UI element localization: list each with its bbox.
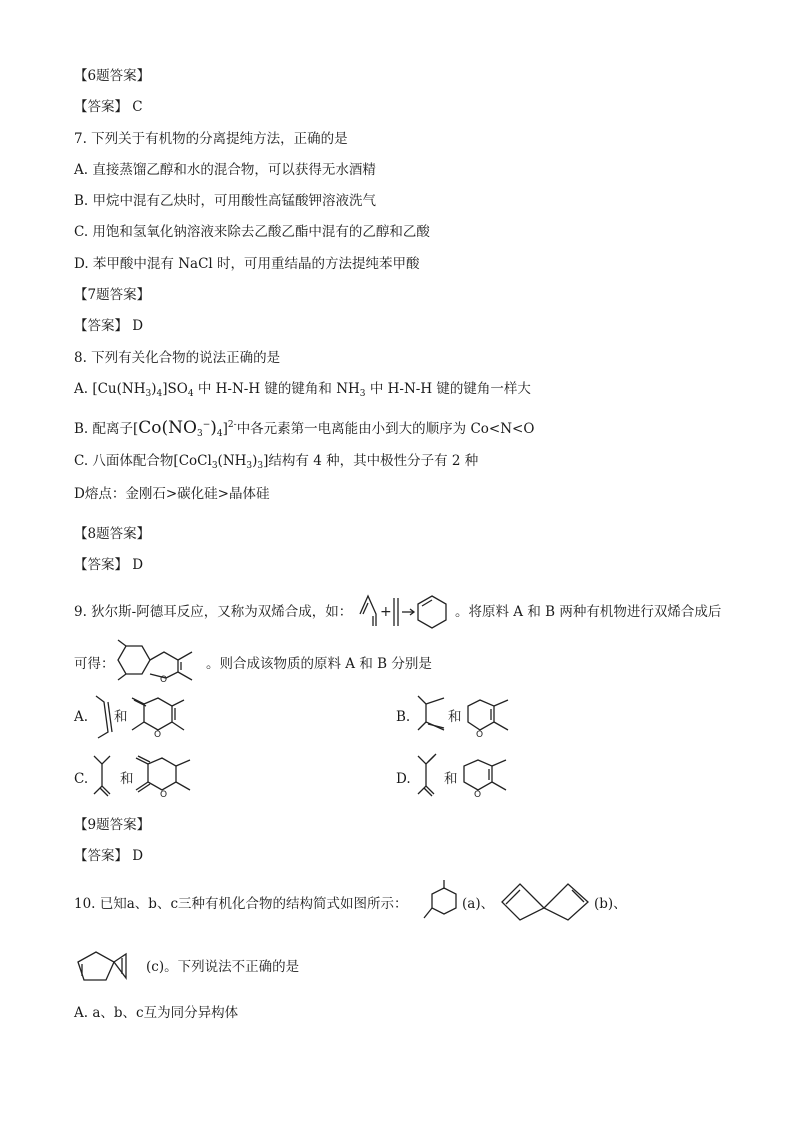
q9-option-d-label: D. xyxy=(396,771,411,787)
and-text: 和 xyxy=(448,709,462,725)
text: (NH xyxy=(217,453,247,469)
answer-label: 【答案】 xyxy=(74,557,128,573)
q8-option-c xyxy=(74,452,478,475)
text: A. [Cu(NH xyxy=(74,381,146,397)
subscript: 3 xyxy=(211,461,218,471)
text: 中 H-N-H 键的键角和 NH xyxy=(193,381,360,397)
subscript: 4 xyxy=(216,429,223,439)
q9-stem-b: 。将原料 A 和 B 两种有机物进行双烯合成后 xyxy=(455,604,722,620)
q6-answer xyxy=(74,98,143,116)
q7-option-c: C. 用饱和氢氧化钠溶液来除去乙酸乙酯中混有的乙醇和乙酸 xyxy=(74,224,430,240)
subscript: 3 xyxy=(246,461,253,471)
q9-answer xyxy=(74,847,143,865)
q8-header: 【8题答案】 xyxy=(74,526,151,542)
plus-sign: + xyxy=(380,604,392,620)
q9-line2-b: 。则合成该物质的原料 A 和 B 分别是 xyxy=(206,656,432,672)
q9-option-b-structures xyxy=(414,692,526,740)
text: 中各元素第一电离能由小到大的顺序为 Co<N<O xyxy=(236,421,535,437)
subscript: 4 xyxy=(187,389,194,399)
q8-stem: 8. 下列有关化合物的说法正确的是 xyxy=(74,350,281,366)
q7-option-b: B. 甲烷中混有乙炔时，可用酸性高锰酸钾溶液洗气 xyxy=(74,193,377,209)
q9-option-b-label: B. xyxy=(396,709,411,725)
text: ) xyxy=(151,381,157,397)
text: ) xyxy=(210,418,217,438)
answer-label: 【答案】 xyxy=(74,99,128,115)
complex-formula: Co(NO xyxy=(138,418,197,438)
q7-answer xyxy=(74,317,143,335)
subscript: 3 xyxy=(145,389,152,399)
q8-option-d: D熔点：金刚石>碳化硅>晶体硅 xyxy=(74,486,270,502)
oxygen-atom: O xyxy=(474,790,482,800)
diels-alder-scheme xyxy=(356,590,456,632)
butadiene-structure xyxy=(360,596,376,626)
q10-label-a: (a)、 xyxy=(462,896,495,912)
ethylene-structure xyxy=(394,598,398,626)
answer-label: 【答案】 xyxy=(74,318,128,334)
q7-option-a: A. 直接蒸馏乙醇和水的混合物，可以获得无水酒精 xyxy=(74,162,376,178)
text: ) xyxy=(252,453,258,469)
text: 中 H-N-H 键的键角一样大 xyxy=(365,381,531,397)
subscript: 3 xyxy=(359,389,366,399)
q9-line2-a: 可得： xyxy=(74,656,115,672)
q10-stem: 10. 已知a、b、c三种有机化合物的结构简式如图所示： xyxy=(74,896,408,912)
and-text: 和 xyxy=(120,771,134,787)
structure-b-spiro xyxy=(498,880,594,924)
q7-header: 【7题答案】 xyxy=(74,287,151,303)
q9-option-a-structures xyxy=(94,692,206,740)
text: B. 配离子[ xyxy=(74,421,139,437)
cyclohexene-structure xyxy=(418,596,446,628)
answer-value: D xyxy=(132,557,144,573)
answer-value: D xyxy=(132,318,144,334)
q10-label-c: (c)。下列说法不正确的是 xyxy=(146,959,300,975)
answer-value: D xyxy=(132,848,144,864)
and-text: 和 xyxy=(444,771,458,787)
q9-option-a-label: A. xyxy=(74,709,89,725)
oxygen-atom: O xyxy=(160,675,168,685)
superscript: 2- xyxy=(227,420,237,430)
subscript: 3 xyxy=(196,429,203,439)
q8-answer xyxy=(74,556,143,574)
superscript: − xyxy=(202,420,211,430)
text: ]SO xyxy=(162,381,188,397)
q10-option-a: A. a、b、c互为同分异构体 xyxy=(74,1005,239,1021)
and-text: 和 xyxy=(114,709,128,725)
oxygen-atom: O xyxy=(154,730,162,740)
q7-option-d: D. 苯甲酸中混有 NaCl 时，可用重结晶的方法提纯苯甲酸 xyxy=(74,256,420,272)
oxygen-atom: O xyxy=(476,730,484,740)
text: ] xyxy=(222,421,228,437)
q9-option-d-structures xyxy=(414,752,526,802)
q9-option-c-structures xyxy=(92,752,210,802)
q7-stem: 7. 下列关于有机物的分离提纯方法，正确的是 xyxy=(74,131,348,147)
text: ]结构有 4 种，其中极性分子有 2 种 xyxy=(263,453,479,469)
product-structure xyxy=(112,638,208,686)
q9-stem-a: 9. 狄尔斯-阿德耳反应，又称为双烯合成，如： xyxy=(74,604,353,620)
q8-option-b xyxy=(74,416,534,443)
structure-c-spiro xyxy=(74,948,150,984)
subscript: 4 xyxy=(156,389,163,399)
q6-header: 【6题答案】 xyxy=(74,68,151,84)
text: C. 八面体配合物[CoCl xyxy=(74,453,212,469)
q9-header: 【9题答案】 xyxy=(74,817,151,833)
q9-option-c-label: C. xyxy=(74,771,89,787)
answer-value: C xyxy=(132,99,143,115)
subscript: 3 xyxy=(257,461,264,471)
q10-label-b: (b)、 xyxy=(594,896,627,912)
oxygen-atom: O xyxy=(160,790,168,800)
q8-option-a xyxy=(74,380,531,403)
answer-label: 【答案】 xyxy=(74,848,128,864)
reaction-arrow xyxy=(402,609,414,615)
